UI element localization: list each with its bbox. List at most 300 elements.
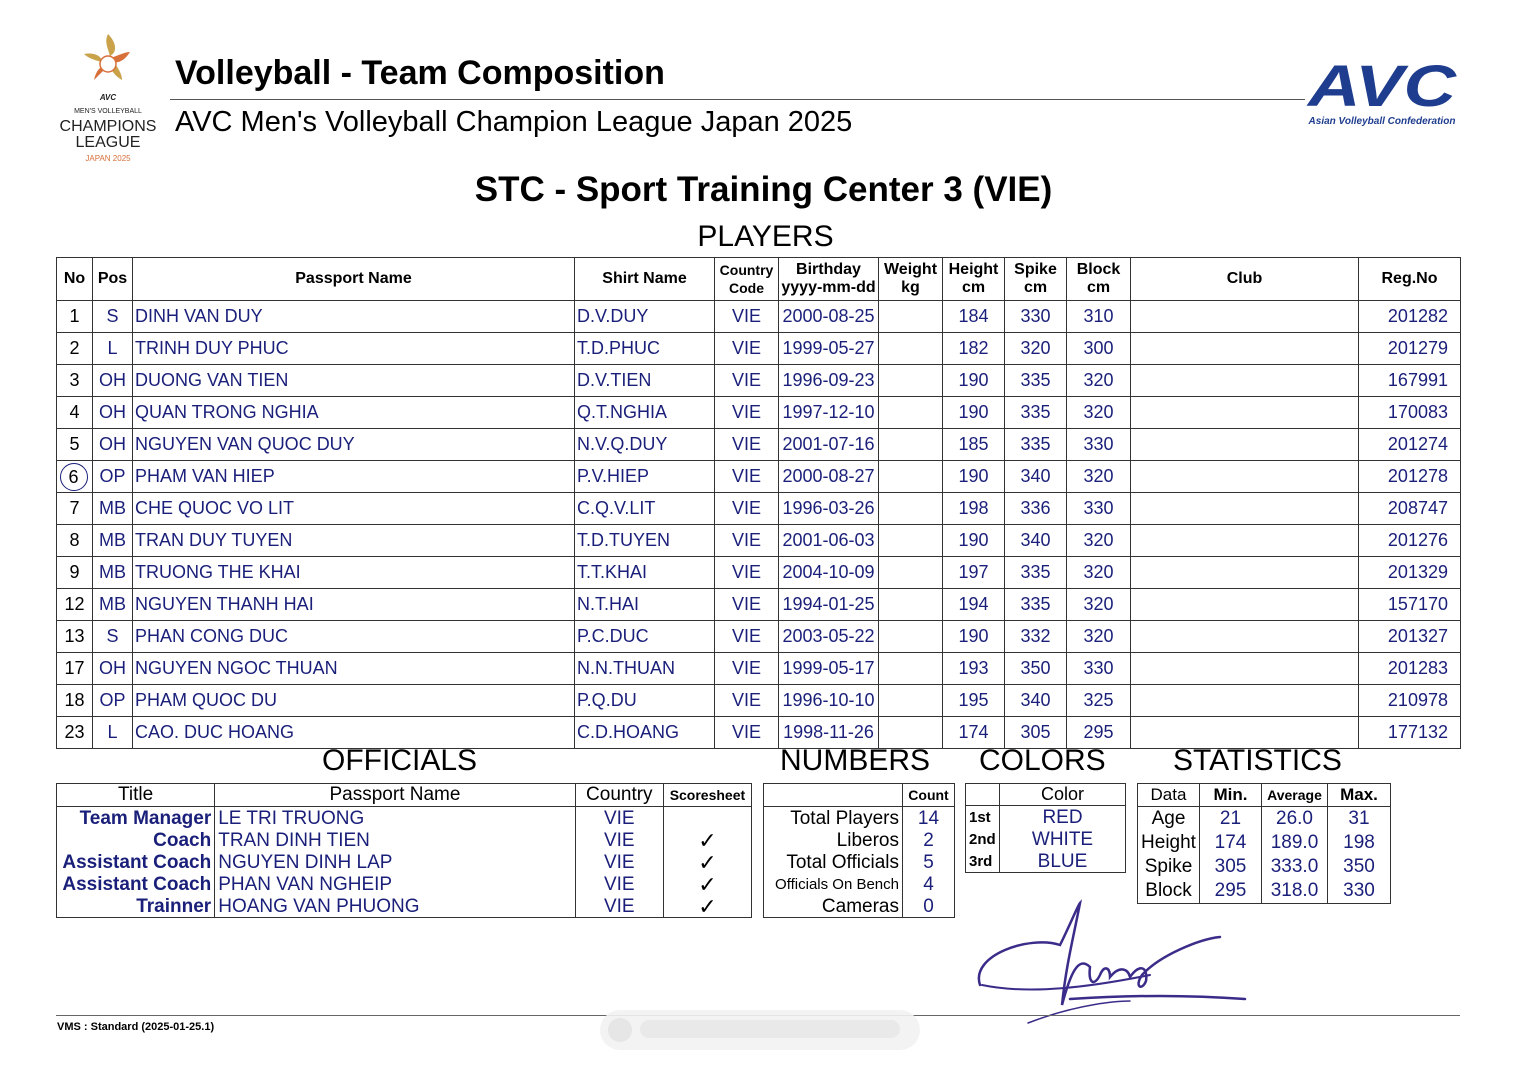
player-country: VIE bbox=[715, 333, 779, 365]
player-no bbox=[57, 365, 93, 397]
player-reg-no: 201282 bbox=[1359, 301, 1461, 333]
player-spike: 340 bbox=[1005, 685, 1067, 717]
player-spike: 335 bbox=[1005, 557, 1067, 589]
player-no bbox=[57, 301, 93, 333]
player-weight bbox=[879, 525, 943, 557]
player-height: 184 bbox=[943, 301, 1005, 333]
statistics-row bbox=[1138, 855, 1391, 879]
statistics-col-max: Max. bbox=[1328, 784, 1391, 807]
player-weight bbox=[879, 397, 943, 429]
player-no bbox=[57, 429, 93, 461]
player-reg-no: 167991 bbox=[1359, 365, 1461, 397]
numbers-body bbox=[764, 807, 955, 918]
numbers-row bbox=[764, 829, 955, 851]
player-block: 325 bbox=[1067, 685, 1131, 717]
colors-header-row bbox=[966, 784, 1126, 806]
player-row bbox=[57, 653, 1461, 685]
player-block: 300 bbox=[1067, 333, 1131, 365]
player-pos: MB bbox=[93, 493, 133, 525]
color-value: WHITE bbox=[1000, 828, 1126, 850]
player-weight bbox=[879, 493, 943, 525]
col-weight-line1: Weight bbox=[883, 261, 938, 278]
color-value: BLUE bbox=[1000, 850, 1126, 873]
player-reg-no: 201329 bbox=[1359, 557, 1461, 589]
logo-avc-text: AVC bbox=[99, 93, 117, 102]
player-club bbox=[1131, 685, 1359, 717]
col-passport-name: Passport Name bbox=[133, 258, 575, 301]
player-passport-name: TRAN DUY TUYEN bbox=[133, 525, 575, 557]
player-row bbox=[57, 397, 1461, 429]
color-order: 1st bbox=[966, 806, 1000, 829]
officials-header-row bbox=[57, 784, 752, 807]
col-weight-line2: kg bbox=[901, 279, 920, 296]
player-shirt-name: P.C.DUC bbox=[575, 621, 715, 653]
avc-logo-caption: Asian Volleyball Confederation bbox=[1308, 116, 1456, 127]
player-club bbox=[1131, 429, 1359, 461]
col-club: Club bbox=[1131, 258, 1359, 301]
player-passport-name: CHE QUOC VO LIT bbox=[133, 493, 575, 525]
player-shirt-name: N.V.Q.DUY bbox=[575, 429, 715, 461]
player-birthday: 1997-12-10 bbox=[779, 397, 879, 429]
players-header-row bbox=[57, 258, 1461, 301]
official-passport-name: LE TRI TRUONG bbox=[215, 807, 576, 830]
stat-label: Age bbox=[1138, 807, 1200, 832]
col-birthday-line2: yyyy-mm-dd bbox=[781, 279, 876, 296]
stat-avg: 189.0 bbox=[1262, 831, 1328, 855]
numbers-label: Total Players bbox=[764, 807, 903, 830]
player-shirt-name: P.V.HIEP bbox=[575, 461, 715, 493]
player-weight bbox=[879, 301, 943, 333]
stat-label: Height bbox=[1138, 831, 1200, 855]
player-spike: 335 bbox=[1005, 429, 1067, 461]
avc-logo-mark: AVC bbox=[1305, 54, 1458, 119]
numbers-value: 0 bbox=[903, 895, 955, 918]
numbers-row bbox=[764, 807, 955, 830]
player-spike: 320 bbox=[1005, 333, 1067, 365]
players-body bbox=[57, 301, 1461, 749]
player-club bbox=[1131, 653, 1359, 685]
officials-section-title: OFFICIALS bbox=[322, 744, 478, 777]
player-row bbox=[57, 621, 1461, 653]
official-scoresheet: ✓ bbox=[663, 829, 751, 851]
col-spike-line2: cm bbox=[1023, 279, 1048, 296]
col-height-line1: Height bbox=[948, 261, 999, 278]
player-weight bbox=[879, 685, 943, 717]
player-country: VIE bbox=[715, 397, 779, 429]
player-row bbox=[57, 461, 1461, 493]
official-country: VIE bbox=[575, 873, 663, 895]
official-title: Trainner bbox=[57, 895, 215, 918]
colors-col-order bbox=[966, 784, 1000, 806]
player-height: 182 bbox=[943, 333, 1005, 365]
player-spike: 330 bbox=[1005, 301, 1067, 333]
colors-row bbox=[966, 806, 1126, 829]
player-passport-name: NGUYEN NGOC THUAN bbox=[133, 653, 575, 685]
player-height: 190 bbox=[943, 621, 1005, 653]
official-country: VIE bbox=[575, 895, 663, 918]
colors-table bbox=[965, 783, 1126, 873]
colors-row bbox=[966, 850, 1126, 873]
player-block: 320 bbox=[1067, 397, 1131, 429]
players-table bbox=[56, 257, 1461, 749]
player-height: 193 bbox=[943, 653, 1005, 685]
player-pos: MB bbox=[93, 557, 133, 589]
player-spike: 340 bbox=[1005, 461, 1067, 493]
player-weight bbox=[879, 429, 943, 461]
player-birthday: 1994-01-25 bbox=[779, 589, 879, 621]
player-country: VIE bbox=[715, 653, 779, 685]
stat-max: 198 bbox=[1328, 831, 1391, 855]
player-country: VIE bbox=[715, 525, 779, 557]
player-spike: 350 bbox=[1005, 653, 1067, 685]
col-reg-no: Reg.No bbox=[1359, 258, 1461, 301]
player-birthday: 1999-05-27 bbox=[779, 333, 879, 365]
player-passport-name: NGUYEN THANH HAI bbox=[133, 589, 575, 621]
player-club bbox=[1131, 525, 1359, 557]
player-country: VIE bbox=[715, 461, 779, 493]
statistics-section-title: STATISTICS bbox=[1173, 744, 1342, 777]
player-spike: 335 bbox=[1005, 589, 1067, 621]
player-shirt-name: N.T.HAI bbox=[575, 589, 715, 621]
player-block: 320 bbox=[1067, 589, 1131, 621]
player-height: 194 bbox=[943, 589, 1005, 621]
player-birthday: 2004-10-09 bbox=[779, 557, 879, 589]
player-spike: 332 bbox=[1005, 621, 1067, 653]
player-reg-no: 210978 bbox=[1359, 685, 1461, 717]
player-number-text: 3 bbox=[69, 370, 80, 390]
player-passport-name: DUONG VAN TIEN bbox=[133, 365, 575, 397]
officials-col-title: Title bbox=[57, 784, 215, 807]
logo-league-text: LEAGUE bbox=[75, 134, 141, 151]
player-weight bbox=[879, 621, 943, 653]
player-row bbox=[57, 333, 1461, 365]
title-divider bbox=[170, 99, 1305, 100]
player-pos: OH bbox=[93, 397, 133, 429]
player-passport-name: PHAN CONG DUC bbox=[133, 621, 575, 653]
colors-row bbox=[966, 828, 1126, 850]
player-reg-no: 201327 bbox=[1359, 621, 1461, 653]
col-country-code bbox=[715, 258, 779, 301]
document-title: Volleyball - Team Composition bbox=[175, 54, 665, 92]
player-height: 190 bbox=[943, 397, 1005, 429]
player-club bbox=[1131, 301, 1359, 333]
stat-max: 330 bbox=[1328, 879, 1391, 904]
stat-max: 350 bbox=[1328, 855, 1391, 879]
player-birthday: 2001-06-03 bbox=[779, 525, 879, 557]
player-number-text: 5 bbox=[69, 434, 80, 454]
player-country: VIE bbox=[715, 685, 779, 717]
player-height: 195 bbox=[943, 685, 1005, 717]
numbers-label: Total Officials bbox=[764, 851, 903, 873]
player-pos: S bbox=[93, 621, 133, 653]
official-row bbox=[57, 851, 752, 873]
player-height: 190 bbox=[943, 461, 1005, 493]
player-reg-no: 177132 bbox=[1359, 717, 1461, 749]
player-reg-no: 201278 bbox=[1359, 461, 1461, 493]
player-shirt-name: D.V.TIEN bbox=[575, 365, 715, 397]
player-passport-name: PHAM VAN HIEP bbox=[133, 461, 575, 493]
player-shirt-name: D.V.DUY bbox=[575, 301, 715, 333]
player-reg-no: 201283 bbox=[1359, 653, 1461, 685]
player-birthday: 2000-08-25 bbox=[779, 301, 879, 333]
player-weight bbox=[879, 653, 943, 685]
footer-version: VMS : Standard (2025-01-25.1) bbox=[57, 1021, 215, 1033]
player-pos: L bbox=[93, 717, 133, 749]
player-no bbox=[57, 557, 93, 589]
statistics-body bbox=[1138, 807, 1391, 904]
numbers-value: 14 bbox=[903, 807, 955, 830]
player-reg-no: 201279 bbox=[1359, 333, 1461, 365]
col-birthday bbox=[779, 258, 879, 301]
official-row bbox=[57, 807, 752, 830]
player-height: 190 bbox=[943, 365, 1005, 397]
col-birthday-line1: Birthday bbox=[796, 261, 861, 278]
numbers-label: Liberos bbox=[764, 829, 903, 851]
player-passport-name: QUAN TRONG NGHIA bbox=[133, 397, 575, 429]
player-reg-no: 201274 bbox=[1359, 429, 1461, 461]
player-number-text: 13 bbox=[64, 626, 85, 646]
official-scoresheet: ✓ bbox=[663, 895, 751, 918]
player-shirt-name: N.N.THUAN bbox=[575, 653, 715, 685]
official-scoresheet: ✓ bbox=[663, 851, 751, 873]
player-weight bbox=[879, 365, 943, 397]
player-shirt-name: C.D.HOANG bbox=[575, 717, 715, 749]
player-country: VIE bbox=[715, 429, 779, 461]
player-shirt-name: T.D.TUYEN bbox=[575, 525, 715, 557]
player-row bbox=[57, 685, 1461, 717]
player-birthday: 1996-09-23 bbox=[779, 365, 879, 397]
official-row bbox=[57, 873, 752, 895]
player-no bbox=[57, 525, 93, 557]
watermark bbox=[600, 1006, 920, 1056]
champions-league-logo bbox=[52, 28, 164, 168]
player-reg-no: 201276 bbox=[1359, 525, 1461, 557]
player-shirt-name: C.Q.V.LIT bbox=[575, 493, 715, 525]
player-country: VIE bbox=[715, 557, 779, 589]
numbers-label: Officials On Bench bbox=[764, 873, 903, 895]
avc-logo bbox=[1300, 54, 1460, 130]
statistics-row bbox=[1138, 831, 1391, 855]
player-number-text: 12 bbox=[64, 594, 85, 614]
col-height bbox=[943, 258, 1005, 301]
player-row bbox=[57, 493, 1461, 525]
player-shirt-name: Q.T.NGHIA bbox=[575, 397, 715, 429]
col-block-line2: cm bbox=[1086, 279, 1111, 296]
numbers-label: Cameras bbox=[764, 895, 903, 918]
player-birthday: 1999-05-17 bbox=[779, 653, 879, 685]
officials-col-scoresheet: Scoresheet bbox=[663, 784, 751, 807]
col-pos: Pos bbox=[93, 258, 133, 301]
official-passport-name: PHAN VAN NGHEIP bbox=[215, 873, 576, 895]
player-block: 320 bbox=[1067, 621, 1131, 653]
player-spike: 305 bbox=[1005, 717, 1067, 749]
player-pos: OP bbox=[93, 685, 133, 717]
player-no bbox=[57, 493, 93, 525]
player-pos: L bbox=[93, 333, 133, 365]
player-no bbox=[57, 461, 93, 493]
player-reg-no: 208747 bbox=[1359, 493, 1461, 525]
officials-col-country: Country bbox=[575, 784, 663, 807]
player-birthday: 1996-10-10 bbox=[779, 685, 879, 717]
player-row bbox=[57, 557, 1461, 589]
officials-col-passport-name: Passport Name bbox=[215, 784, 576, 807]
official-passport-name: NGUYEN DINH LAP bbox=[215, 851, 576, 873]
player-birthday: 2000-08-27 bbox=[779, 461, 879, 493]
color-value: RED bbox=[1000, 806, 1126, 829]
player-block: 320 bbox=[1067, 461, 1131, 493]
official-passport-name: TRAN DINH TIEN bbox=[215, 829, 576, 851]
player-row bbox=[57, 589, 1461, 621]
player-block: 320 bbox=[1067, 525, 1131, 557]
col-block-line1: Block bbox=[1076, 261, 1121, 278]
player-weight bbox=[879, 589, 943, 621]
player-passport-name: NGUYEN VAN QUOC DUY bbox=[133, 429, 575, 461]
player-number-text: 23 bbox=[64, 722, 85, 742]
player-club bbox=[1131, 397, 1359, 429]
official-title: Coach bbox=[57, 829, 215, 851]
captain-number: 6 bbox=[60, 463, 88, 491]
player-row bbox=[57, 525, 1461, 557]
player-club bbox=[1131, 557, 1359, 589]
player-height: 198 bbox=[943, 493, 1005, 525]
player-no bbox=[57, 333, 93, 365]
statistics-col-average: Average bbox=[1262, 784, 1328, 807]
col-weight bbox=[879, 258, 943, 301]
player-pos: OP bbox=[93, 461, 133, 493]
statistics-row bbox=[1138, 807, 1391, 832]
official-passport-name: HOANG VAN PHUONG bbox=[215, 895, 576, 918]
player-spike: 336 bbox=[1005, 493, 1067, 525]
player-row bbox=[57, 365, 1461, 397]
numbers-table bbox=[763, 783, 955, 918]
colors-body bbox=[966, 806, 1126, 873]
player-country: VIE bbox=[715, 717, 779, 749]
player-country: VIE bbox=[715, 589, 779, 621]
statistics-header-row bbox=[1138, 784, 1391, 807]
player-number-text: 4 bbox=[69, 402, 80, 422]
numbers-col-label bbox=[764, 784, 903, 807]
player-block: 330 bbox=[1067, 653, 1131, 685]
numbers-row bbox=[764, 873, 955, 895]
official-title: Assistant Coach bbox=[57, 851, 215, 873]
player-weight bbox=[879, 557, 943, 589]
numbers-row bbox=[764, 851, 955, 873]
official-title: Assistant Coach bbox=[57, 873, 215, 895]
numbers-value: 5 bbox=[903, 851, 955, 873]
player-club bbox=[1131, 461, 1359, 493]
player-height: 185 bbox=[943, 429, 1005, 461]
player-shirt-name: T.T.KHAI bbox=[575, 557, 715, 589]
player-weight bbox=[879, 461, 943, 493]
official-row bbox=[57, 895, 752, 918]
stat-avg: 333.0 bbox=[1262, 855, 1328, 879]
player-pos: MB bbox=[93, 525, 133, 557]
player-club bbox=[1131, 589, 1359, 621]
player-no bbox=[57, 653, 93, 685]
event-name: AVC Men's Volleyball Champion League Japan 2025 bbox=[175, 106, 853, 138]
player-weight bbox=[879, 333, 943, 365]
numbers-value: 2 bbox=[903, 829, 955, 851]
col-country-line2: Code bbox=[729, 280, 764, 296]
stat-avg: 26.0 bbox=[1262, 807, 1328, 832]
color-order: 2nd bbox=[966, 828, 1000, 850]
player-height: 174 bbox=[943, 717, 1005, 749]
player-country: VIE bbox=[715, 493, 779, 525]
player-number-text: 9 bbox=[69, 562, 80, 582]
numbers-col-count: Count bbox=[903, 784, 955, 807]
player-number-text: 7 bbox=[69, 498, 80, 518]
stat-min: 21 bbox=[1200, 807, 1262, 832]
stat-max: 31 bbox=[1328, 807, 1391, 832]
player-pos: OH bbox=[93, 365, 133, 397]
player-row bbox=[57, 301, 1461, 333]
numbers-section-title: NUMBERS bbox=[780, 744, 931, 777]
player-pos: OH bbox=[93, 653, 133, 685]
player-no bbox=[57, 589, 93, 621]
player-no bbox=[57, 397, 93, 429]
col-block bbox=[1067, 258, 1131, 301]
player-number-text: 18 bbox=[64, 690, 85, 710]
player-spike: 335 bbox=[1005, 397, 1067, 429]
player-country: VIE bbox=[715, 301, 779, 333]
logo-champions-text: CHAMPIONS bbox=[59, 118, 157, 135]
player-block: 320 bbox=[1067, 557, 1131, 589]
team-heading: STC - Sport Training Center 3 (VIE) bbox=[474, 170, 1053, 209]
player-block: 295 bbox=[1067, 717, 1131, 749]
player-passport-name: CAO. DUC HOANG bbox=[133, 717, 575, 749]
player-club bbox=[1131, 365, 1359, 397]
col-height-line2: cm bbox=[961, 279, 986, 296]
player-reg-no: 170083 bbox=[1359, 397, 1461, 429]
player-block: 330 bbox=[1067, 429, 1131, 461]
player-number-text: 17 bbox=[64, 658, 85, 678]
player-shirt-name: P.Q.DU bbox=[575, 685, 715, 717]
col-shirt-name: Shirt Name bbox=[575, 258, 715, 301]
numbers-row bbox=[764, 895, 955, 918]
player-club bbox=[1131, 493, 1359, 525]
stat-avg: 318.0 bbox=[1262, 879, 1328, 904]
col-country-line1: Country bbox=[719, 262, 774, 278]
col-spike bbox=[1005, 258, 1067, 301]
player-no bbox=[57, 717, 93, 749]
officials-table bbox=[56, 783, 752, 918]
player-shirt-name: T.D.PHUC bbox=[575, 333, 715, 365]
player-club bbox=[1131, 333, 1359, 365]
statistics-table bbox=[1137, 783, 1391, 904]
stat-label: Spike bbox=[1138, 855, 1200, 879]
player-height: 190 bbox=[943, 525, 1005, 557]
player-country: VIE bbox=[715, 621, 779, 653]
player-birthday: 1996-03-26 bbox=[779, 493, 879, 525]
col-no: No bbox=[57, 258, 93, 301]
handwritten-signature bbox=[970, 895, 1250, 1030]
official-scoresheet bbox=[663, 807, 751, 830]
official-country: VIE bbox=[575, 829, 663, 851]
official-scoresheet: ✓ bbox=[663, 873, 751, 895]
colors-section-title: COLORS bbox=[979, 744, 1106, 777]
col-spike-line1: Spike bbox=[1014, 261, 1057, 278]
official-row bbox=[57, 829, 752, 851]
player-passport-name: PHAM QUOC DU bbox=[133, 685, 575, 717]
numbers-value: 4 bbox=[903, 873, 955, 895]
player-reg-no: 157170 bbox=[1359, 589, 1461, 621]
statistics-col-data: Data bbox=[1138, 784, 1200, 807]
numbers-header-row bbox=[764, 784, 955, 807]
stat-min: 305 bbox=[1200, 855, 1262, 879]
player-no bbox=[57, 685, 93, 717]
player-number-text: 2 bbox=[69, 338, 80, 358]
player-pos: MB bbox=[93, 589, 133, 621]
